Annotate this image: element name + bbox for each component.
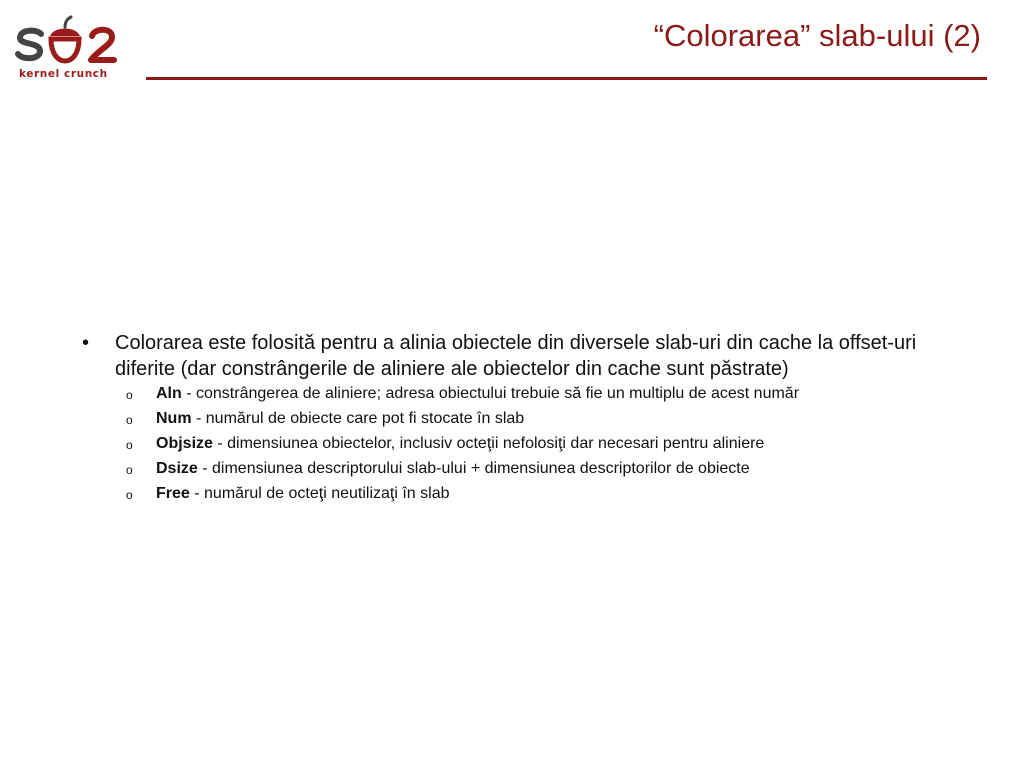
term-desc: - numărul de octeţi neutilizaţi în slab <box>189 485 450 502</box>
term-dsize: Dsize <box>156 460 198 477</box>
term-desc: - dimensiunea descriptorului slab-ului + dimensiunea descriptorilor de obiecte <box>197 460 750 477</box>
slide-title: “Colorarea” slab-ului (2) <box>653 18 981 53</box>
sub-bullet-marker: o <box>126 413 133 427</box>
logo <box>14 12 134 82</box>
main-bullet <box>82 330 982 382</box>
term-desc: - numărul de obiecte care pot fi stocate în slab <box>191 410 525 427</box>
term-desc: - dimensiunea obiectelor, inclusiv octeţii nefolosiţi dar necesari pentru aliniere <box>212 435 765 452</box>
term-objsize: Objsize <box>156 435 213 452</box>
term-free: Free <box>156 485 190 502</box>
sub-bullet-item <box>126 484 982 506</box>
sub-bullet-marker: o <box>126 488 133 502</box>
sub-bullet-item <box>126 434 982 456</box>
title-divider <box>146 77 987 80</box>
term-desc: - constrângerea de aliniere; adresa obiectului trebuie să fie un multiplu de acest număr <box>181 385 800 402</box>
sub-bullet-item <box>126 409 982 431</box>
term-num: Num <box>156 410 192 427</box>
logo-caption: kernel crunch <box>19 68 108 80</box>
so2-logo-icon <box>14 12 134 68</box>
bullet-marker: • <box>82 332 90 354</box>
sub-bullet-marker: o <box>126 388 133 402</box>
slide-content <box>82 330 982 509</box>
sub-bullet-marker: o <box>126 463 133 477</box>
sub-bullet-marker: o <box>126 438 133 452</box>
term-aln: Aln <box>156 385 182 402</box>
main-bullet-text: Colorarea este folosită pentru a alinia obiectele din diversele slab-uri din cache la offset-uri diferite (dar constrângerile de aliniere ale obiectelor din cache sunt păstrate) <box>115 332 917 380</box>
sub-bullet-list <box>82 384 982 506</box>
sub-bullet-item <box>126 459 982 481</box>
sub-bullet-item <box>126 384 982 406</box>
